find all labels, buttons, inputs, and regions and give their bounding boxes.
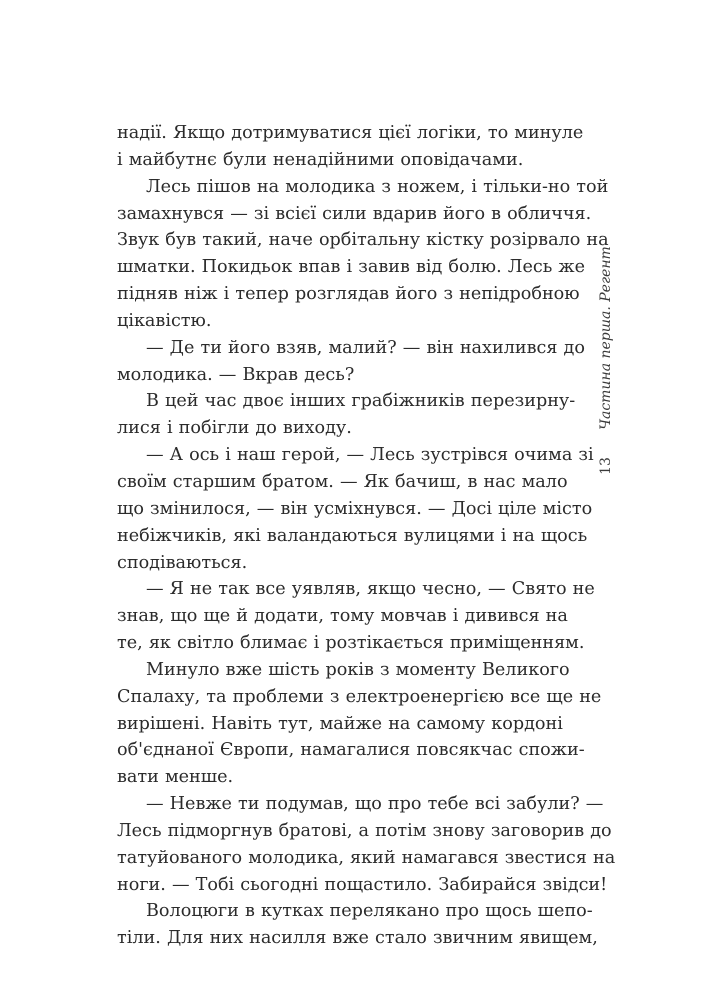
text-line: — Де ти його взяв, малий? — він нахилився до	[146, 337, 585, 358]
text-line: вати менше.	[117, 767, 234, 788]
text-line: об'єднаної Європи, намагалися повсякчас спожи-	[117, 740, 585, 761]
text-line: надії. Якщо дотримуватися цієї логіки, то минуле	[117, 123, 584, 143]
text-line: молодика. — Вкрав десь?	[117, 364, 355, 385]
text-line: Волоцюги в кутках перелякано про щось шепо-	[146, 901, 593, 922]
text-line: татуйованого молодика, який намагався звестися на	[117, 847, 616, 868]
text-line: і майбутнє були ненадійними оповідачами.	[117, 149, 524, 170]
text-line: сподіваються.	[117, 552, 248, 573]
text-line: те, як світло блимає і розтікається приміщенням.	[117, 633, 585, 654]
text-line: Звук був такий, наче орбітальну кістку розірвало на	[117, 230, 609, 251]
text-line: небіжчиків, які валандаються вулицями і на щось	[117, 525, 588, 546]
text-line: своїм старшим братом. — Як бачиш, в нас мало	[117, 471, 568, 492]
text-line: Минуло вже шість років з моменту Великого	[146, 659, 570, 680]
text-line: що змінилося, — він усміхнувся. — Досі ціле місто	[117, 498, 593, 519]
text-line: Лесь підморгнув братові, а потім знову заговорив до	[117, 820, 612, 841]
text-line: Спалаху, та проблеми з електроенергією все ще не	[117, 686, 602, 707]
text-line: — Я не так все уявляв, якщо чесно, — Свято не	[146, 579, 595, 600]
text-line: шматки. Покидьок впав і завив від болю. Лесь же	[117, 257, 586, 278]
running-head-text: Частина перша. Регент	[598, 246, 614, 430]
text-line: В цей час двоє інших грабіжників перезирну-	[146, 391, 576, 412]
text-line: лися і побігли до виходу.	[117, 418, 352, 439]
text-line: підняв ніж і тепер розглядав його з непідробною	[117, 284, 580, 305]
text-line: Лесь пішов на молодика з ножем, і тільки-но той	[146, 176, 609, 197]
text-line: ноги. — Тобі сьогодні пощастило. Забирайся звідси!	[117, 874, 608, 895]
text-line: цікавістю.	[117, 310, 212, 331]
text-line: замахнувся — зі всієї сили вдарив його в обличчя.	[117, 203, 592, 224]
text-line: знав, що ще й додати, тому мовчав і дивився на	[117, 606, 568, 627]
page-number-text: 13	[598, 457, 614, 475]
text-line: тіли. Для них насилля вже стало звичним явищем,	[117, 928, 598, 949]
text-line: — Невже ти подумав, що про тебе всі забули? —	[146, 794, 604, 815]
text-line: — А ось і наш герой, — Лесь зустрівся очима зі	[146, 445, 594, 466]
text-line: вирішені. Навіть тут, майже на самому кордоні	[117, 713, 563, 734]
